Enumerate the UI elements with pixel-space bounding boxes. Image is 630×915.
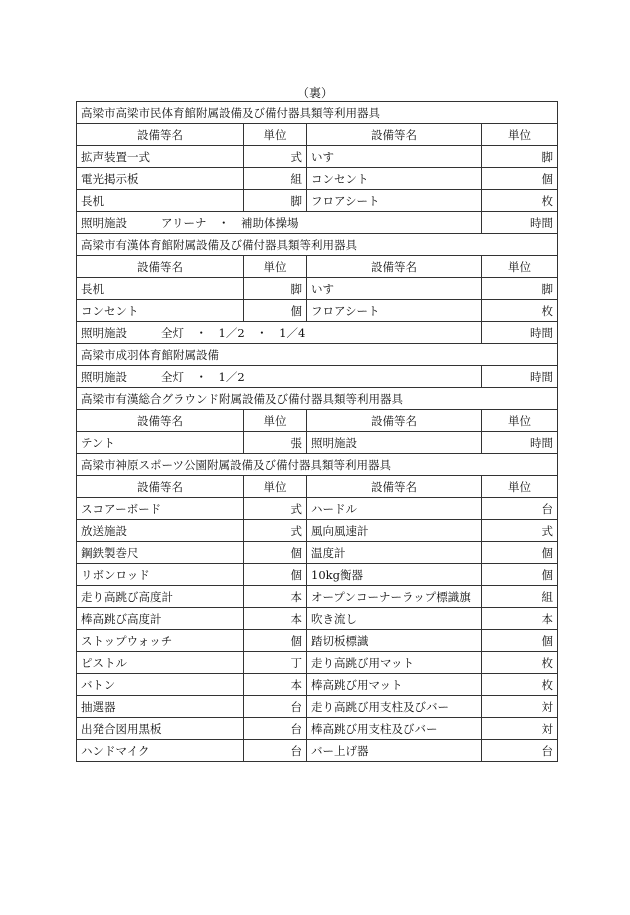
table-row <box>77 586 558 608</box>
section-title: 高梁市有漢総合グラウンド附属設備及び備付器具類等利用器具 <box>77 388 558 410</box>
unit-cell: 対 <box>482 696 558 718</box>
equipment-name-cell: コンセント <box>307 168 482 190</box>
lighting-cell <box>77 322 482 344</box>
equipment-name-cell: コンセント <box>77 300 244 322</box>
equipment-name-cell: 棒高跳び用マット <box>307 674 482 696</box>
equipment-name-cell: 走り高跳び用支柱及びバー <box>307 696 482 718</box>
equipment-name-cell: テント <box>77 432 244 454</box>
section-title: 高梁市神原スポーツ公園附属設備及び備付器具類等利用器具 <box>77 454 558 476</box>
unit-cell: 組 <box>482 586 558 608</box>
section-title: 高梁市成羽体育館附属設備 <box>77 344 558 366</box>
equipment-name-cell: ハードル <box>307 498 482 520</box>
unit-cell: 式 <box>244 498 307 520</box>
table-row <box>77 520 558 542</box>
equipment-name-cell: バー上げ器 <box>307 740 482 762</box>
table-row <box>77 718 558 740</box>
unit-cell: 式 <box>244 520 307 542</box>
table-row <box>77 652 558 674</box>
unit-cell: 個 <box>482 564 558 586</box>
unit-cell: 枚 <box>482 652 558 674</box>
equipment-name-cell: いす <box>307 146 482 168</box>
equipment-name-cell: リボンロッド <box>77 564 244 586</box>
unit-cell: 式 <box>482 520 558 542</box>
equipment-name-cell: スコアーボード <box>77 498 244 520</box>
header-unit: 単位 <box>244 410 307 432</box>
header-equipment-name: 設備等名 <box>307 476 482 498</box>
equipment-name-cell: ハンドマイク <box>77 740 244 762</box>
section-title-row <box>77 234 558 256</box>
equipment-name-cell: 温度計 <box>307 542 482 564</box>
header-unit: 単位 <box>244 256 307 278</box>
table-row <box>77 674 558 696</box>
equipment-name-cell: 10kg衡器 <box>307 564 482 586</box>
header-unit: 単位 <box>482 124 558 146</box>
equipment-name-cell: いす <box>307 278 482 300</box>
column-header-row <box>77 256 558 278</box>
header-equipment-name: 設備等名 <box>307 124 482 146</box>
lighting-label: 照明施設 <box>81 215 127 230</box>
unit-cell: 脚 <box>482 146 558 168</box>
unit-cell: 張 <box>244 432 307 454</box>
lighting-row <box>77 212 558 234</box>
section-title: 高梁市有漢体育館附属設備及び備付器具類等利用器具 <box>77 234 558 256</box>
equipment-name-cell: 長机 <box>77 190 244 212</box>
table-row <box>77 542 558 564</box>
unit-cell: 時間 <box>482 432 558 454</box>
section-title-row <box>77 388 558 410</box>
unit-cell: 脚 <box>244 190 307 212</box>
equipment-name-cell: 出発合図用黒板 <box>77 718 244 740</box>
equipment-name-cell: 棒高跳び高度計 <box>77 608 244 630</box>
header-equipment-name: 設備等名 <box>77 410 244 432</box>
column-header-row <box>77 124 558 146</box>
header-equipment-name: 設備等名 <box>307 410 482 432</box>
table-row <box>77 564 558 586</box>
unit-cell: 本 <box>482 608 558 630</box>
unit-cell: 枚 <box>482 300 558 322</box>
equipment-name-cell: ストップウォッチ <box>77 630 244 652</box>
unit-cell: 脚 <box>482 278 558 300</box>
unit-cell: 対 <box>482 718 558 740</box>
header-equipment-name: 設備等名 <box>307 256 482 278</box>
unit-cell: 個 <box>244 300 307 322</box>
section-title-row <box>77 344 558 366</box>
lighting-detail: アリーナ ・ 補助体操場 <box>161 215 299 230</box>
equipment-name-cell: 拡声装置一式 <box>77 146 244 168</box>
equipment-name-cell: 風向風速計 <box>307 520 482 542</box>
equipment-name-cell: 抽選器 <box>77 696 244 718</box>
table-row <box>77 630 558 652</box>
lighting-cell <box>77 212 482 234</box>
unit-cell: 式 <box>244 146 307 168</box>
unit-cell: 台 <box>244 696 307 718</box>
table-row <box>77 498 558 520</box>
lighting-unit: 時間 <box>482 366 558 388</box>
lighting-label: 照明施設 <box>81 369 127 384</box>
equipment-name-cell: 走り高跳び高度計 <box>77 586 244 608</box>
unit-cell: 枚 <box>482 674 558 696</box>
unit-cell: 個 <box>244 564 307 586</box>
header-unit: 単位 <box>482 410 558 432</box>
table-row <box>77 740 558 762</box>
column-header-row <box>77 410 558 432</box>
unit-cell: 台 <box>244 718 307 740</box>
section-title: 高梁市高梁市民体育館附属設備及び備付器具類等利用器具 <box>77 102 558 124</box>
header-equipment-name: 設備等名 <box>77 256 244 278</box>
lighting-unit: 時間 <box>482 212 558 234</box>
section-title-row <box>77 102 558 124</box>
equipment-name-cell: バトン <box>77 674 244 696</box>
table-row <box>77 278 558 300</box>
equipment-name-cell: 吹き流し <box>307 608 482 630</box>
table-row <box>77 168 558 190</box>
unit-cell: 個 <box>482 630 558 652</box>
header-unit: 単位 <box>244 476 307 498</box>
header-equipment-name: 設備等名 <box>77 476 244 498</box>
unit-cell: 枚 <box>482 190 558 212</box>
lighting-label: 照明施設 <box>81 325 127 340</box>
unit-cell: 本 <box>244 608 307 630</box>
table-row <box>77 432 558 454</box>
unit-cell: 台 <box>482 498 558 520</box>
equipment-name-cell: 照明施設 <box>307 432 482 454</box>
table-row <box>77 608 558 630</box>
equipment-table <box>76 101 558 762</box>
unit-cell: 丁 <box>244 652 307 674</box>
lighting-unit: 時間 <box>482 322 558 344</box>
equipment-name-cell: 電光掲示板 <box>77 168 244 190</box>
page-side-label: （裏） <box>296 86 333 100</box>
header-unit: 単位 <box>244 124 307 146</box>
header-unit: 単位 <box>482 256 558 278</box>
lighting-row <box>77 322 558 344</box>
lighting-detail: 全灯 ・ 1／2 ・ 1／4 <box>161 325 306 340</box>
unit-cell: 脚 <box>244 278 307 300</box>
lighting-detail: 全灯 ・ 1／2 <box>161 369 245 384</box>
table-row <box>77 300 558 322</box>
unit-cell: 本 <box>244 586 307 608</box>
equipment-name-cell: ピストル <box>77 652 244 674</box>
lighting-cell <box>77 366 482 388</box>
section-title-row <box>77 454 558 476</box>
equipment-name-cell: 走り高跳び用マット <box>307 652 482 674</box>
unit-cell: 個 <box>244 630 307 652</box>
table-row <box>77 190 558 212</box>
table-row <box>77 146 558 168</box>
unit-cell: 個 <box>244 542 307 564</box>
unit-cell: 個 <box>482 168 558 190</box>
equipment-name-cell: 放送施設 <box>77 520 244 542</box>
header-unit: 単位 <box>482 476 558 498</box>
unit-cell: 個 <box>482 542 558 564</box>
unit-cell: 台 <box>244 740 307 762</box>
equipment-name-cell: フロアシート <box>307 300 482 322</box>
unit-cell: 組 <box>244 168 307 190</box>
equipment-name-cell: 長机 <box>77 278 244 300</box>
table-row <box>77 696 558 718</box>
unit-cell: 台 <box>482 740 558 762</box>
equipment-name-cell: 鋼鉄製巻尺 <box>77 542 244 564</box>
column-header-row <box>77 476 558 498</box>
equipment-name-cell: 踏切板標識 <box>307 630 482 652</box>
equipment-name-cell: オープンコーナーラップ標識旗 <box>307 586 482 608</box>
equipment-name-cell: 棒高跳び用支柱及びバー <box>307 718 482 740</box>
unit-cell: 本 <box>244 674 307 696</box>
equipment-name-cell: フロアシート <box>307 190 482 212</box>
header-equipment-name: 設備等名 <box>77 124 244 146</box>
lighting-row <box>77 366 558 388</box>
